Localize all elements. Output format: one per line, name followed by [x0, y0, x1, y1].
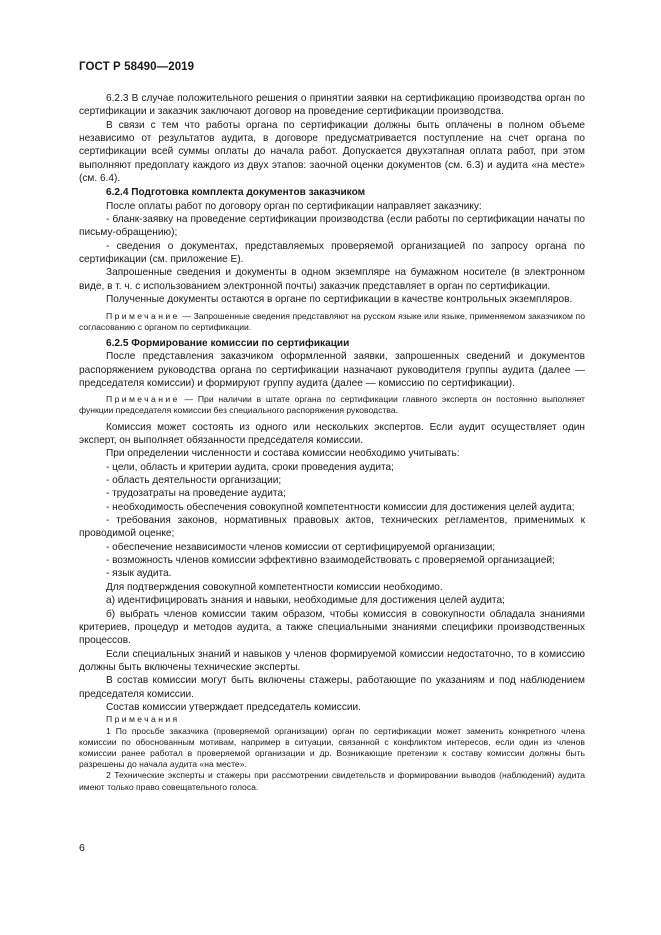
note-item: 2 Технические эксперты и стажеры при рассмотрении свидетельств и формировании выводов (наблюдений) аудита имеют только право совещательного голоса. [79, 770, 585, 792]
notes-label: Примечания [106, 714, 180, 725]
paragraph: - необходимость обеспечения совокупной компетентности комиссии для достижения целей аудита; [106, 501, 575, 513]
paragraph: - возможность членов комиссии эффективно взаимодействовать с проверяемой организацией; [106, 555, 555, 567]
paragraph: В состав комиссии могут быть включены стажеры, работающие по указаниям и под наблюдением председателя комиссии. [79, 675, 585, 700]
paragraph: а) идентифицировать знания и навыки, необходимые для достижения целей аудита; [106, 595, 505, 607]
note-label: Примечание [106, 310, 180, 321]
paragraph: Комиссия может состоять из одного или нескольких экспертов. Если аудит осуществляет один эксперт, он выполняет обязанности председателя комиссии. [79, 421, 585, 447]
paragraph: После представления заказчиком оформленной заявки, запрошенных сведений и документов распоряжением руководства органа по сертификации назначают руководителя группы аудита (далее — председателя комиссии) и формируют группу аудита (далее — комиссию по сертификации). [79, 351, 585, 389]
note [79, 394, 585, 416]
paragraph: - обеспечение независимости членов комиссии от сертифицируемой организации; [106, 541, 496, 553]
document-header: ГОСТ Р 58490—2019 [79, 61, 195, 73]
paragraph: При определении численности и состава комиссии необходимо учитывать: [106, 448, 460, 460]
note-text: — Запрошенные сведения представляют на русском языке или языке, применяемом заказчиком по согласованию с органом по сертификации. [79, 310, 585, 332]
paragraph: - цели, область и критерии аудита, сроки проведения аудита; [106, 461, 394, 473]
paragraph: После оплаты работ по договору орган по сертификации направляет заказчику: [106, 200, 482, 212]
paragraph: б) выбрать членов комиссии таким образом, чтобы комиссия в совокупности обладала знаниями критериев, процедур и методов аудита, а также специальными знаниями специфики производственных процессов. [79, 608, 585, 647]
page-number: 6 [79, 842, 85, 854]
paragraph: - бланк-заявку на проведение сертификации производства (если работы по сертификации начаты по письму-обращению); [79, 214, 585, 239]
paragraph: Состав комиссии утверждает председатель комиссии. [106, 701, 361, 713]
paragraph: В связи с тем что работы органа по сертификации должны быть оплачены в полном объеме независимо от результатов аудита, в договоре предусматривается поступление на счет органа по сертификации всей суммы оплаты до начала работ. Допускается двухэтапная оплата работ, при этом выполняют предоплату каждого из двух этапов: заочной оценки документов (см. 6.3) и аудита «на месте» (см. 6.4). [79, 119, 585, 185]
note-label: Примечание [106, 394, 180, 405]
paragraph: - область деятельности организации; [106, 475, 282, 487]
note-item: 1 По просьбе заказчика (проверяемой организации) орган по сертификации может заменить конкретного члена комиссии по обоснованным мотивам, например в ситуации, связанной с конфликтом интересов, если один из членов комиссии ранее работал в проверяемой организации и др. Возникающие претензии к составу комиссии должны быть разрешены до начала аудита «на месте». [79, 725, 585, 770]
paragraph: Полученные документы остаются в органе по сертификации в качестве контрольных экземпляров. [106, 294, 573, 306]
section-heading: 6.2.4 Подготовка комплекта документов заказчиком [106, 187, 366, 199]
note [79, 311, 585, 333]
paragraph: - сведения о документах, представляемых проверяемой организацией по запросу органа по сертификации (см. приложение Е). [79, 240, 585, 266]
document-body [79, 92, 585, 793]
paragraph: Запрошенные сведения и документы в одном экземпляре на бумажном носителе (в электронном виде, в т. ч. с использованием электронной почты) заказчик представляет в орган по сертификации. [79, 267, 585, 292]
paragraph: - язык аудита. [106, 568, 172, 580]
paragraph: - требования законов, нормативных правовых актов, технических регламентов, применимых к проводимой оценке; [79, 515, 585, 540]
notes-heading [79, 714, 585, 725]
paragraph: Если специальных знаний и навыков у членов формируемой комиссии недостаточно, то в комиссию должны быть включены технические эксперты. [79, 648, 585, 673]
note-text: — При наличии в штате органа по сертификации главного эксперта он постоянно выполняет функции председателя комиссии без специального распоряжения руководства. [79, 394, 585, 416]
section-heading: 6.2.5 Формирование комиссии по сертификации [106, 337, 350, 349]
paragraph: - трудозатраты на проведение аудита; [106, 488, 286, 500]
paragraph: Для подтверждения совокупной компетентности комиссии необходимо. [106, 581, 443, 593]
paragraph: 6.2.3 В случае положительного решения о принятии заявки на сертификацию производства орган по сертификации и заказчик заключают договор на проведение сертификации производства. [79, 93, 585, 118]
